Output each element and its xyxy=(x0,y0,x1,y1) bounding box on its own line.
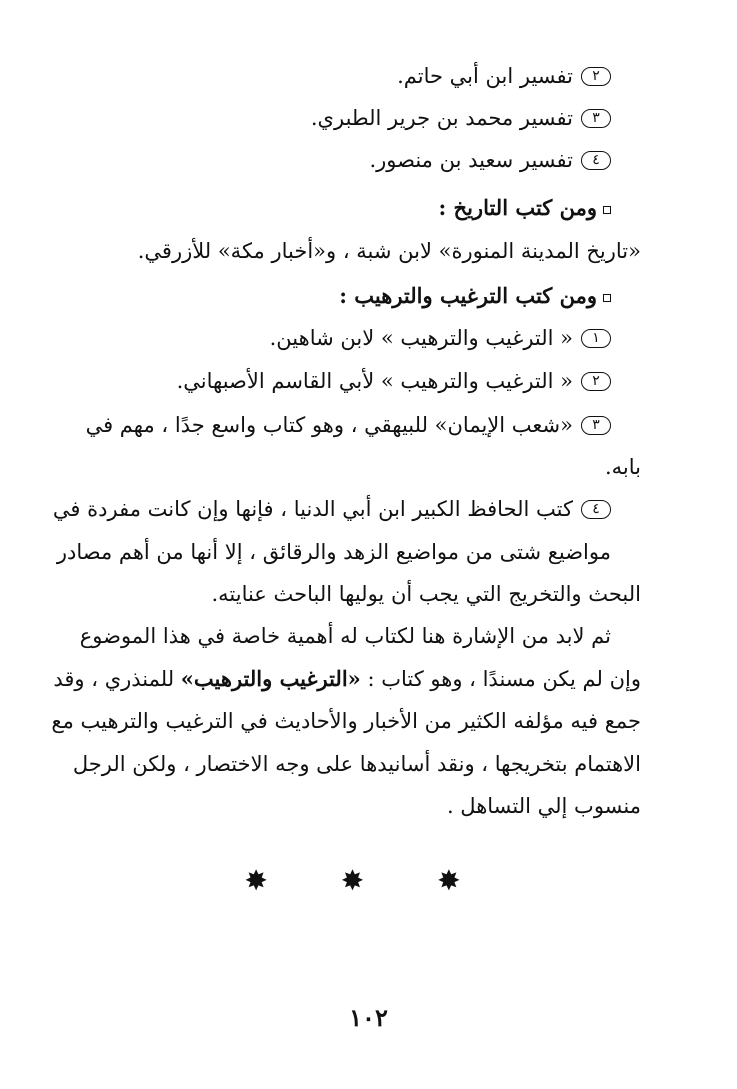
item-text: تفسير محمد بن جرير الطبري. xyxy=(310,106,573,130)
paragraph-line: الاهتمام بتخريجها ، ونقد أسانيدها على وجه الاختصار ، ولكن الرجل xyxy=(72,752,641,776)
heading-text: ومن كتب التاريخ : xyxy=(438,195,597,220)
item-number: ٣ xyxy=(581,416,611,435)
paragraph-line: مواضيع شتى من مواضيع الزهد والرقائق ، إلا أنها من أهم مصادر xyxy=(56,540,611,564)
section-heading xyxy=(438,193,611,223)
item-number: ٤ xyxy=(581,500,611,519)
list-item xyxy=(270,323,611,353)
list-item xyxy=(397,61,611,91)
section-heading xyxy=(339,281,611,311)
text-fragment: وإن لم يكن مسندًا ، وهو كتاب : xyxy=(360,667,641,691)
item-text: « الترغيب والترهيب » لأبي القاسم الأصبهاني. xyxy=(176,369,573,393)
item-number: ٢ xyxy=(581,67,611,86)
square-bullet-icon xyxy=(603,294,611,302)
square-bullet-icon xyxy=(603,206,611,214)
list-item xyxy=(311,103,611,133)
item-number: ١ xyxy=(581,329,611,348)
heading-text: ومن كتب الترغيب والترهيب : xyxy=(339,283,597,308)
item-text: «شعب الإيمان» للبيهقي ، وهو كتاب واسع جدًا ، مهم في xyxy=(85,413,573,437)
text-fragment: للمنذري ، وقد xyxy=(53,667,181,691)
page-number: ١٠٢ xyxy=(349,1003,388,1032)
paragraph-line: البحث والتخريج التي يجب أن يوليها الباحث عنايته. xyxy=(211,582,641,606)
paragraph-line: جمع فيه مؤلفه الكثير من الأخبار والأحاديث في الترغيب والترهيب مع xyxy=(51,709,641,733)
paragraph-line xyxy=(52,494,611,524)
item-text: تفسير ابن أبي حاتم. xyxy=(397,64,573,88)
paragraph-line: ثم لابد من الإشارة هنا لكتاب له أهمية خاصة في هذا الموضوع xyxy=(79,624,611,648)
paragraph-line xyxy=(53,664,641,694)
list-item xyxy=(177,366,611,396)
list-item xyxy=(369,145,611,175)
paragraph-line: منسوب إلي التساهل . xyxy=(446,794,641,818)
item-number: ٤ xyxy=(581,151,611,170)
section-separator: ✸ ✸ ✸ xyxy=(244,864,493,897)
paragraph-text: كتب الحافظ الكبير ابن أبي الدنيا ، فإنها وإن كانت مفردة في xyxy=(52,497,573,521)
list-item xyxy=(85,410,611,440)
item-number: ٣ xyxy=(581,109,611,128)
item-text: « الترغيب والترهيب » لابن شاهين. xyxy=(269,326,573,350)
item-continuation: بابه. xyxy=(604,455,641,479)
history-text: «تاريخ المدينة المنورة» لابن شبة ، و«أخبار مكة» للأزرقي. xyxy=(137,239,641,263)
item-number: ٢ xyxy=(581,372,611,391)
item-text: تفسير سعيد بن منصور. xyxy=(369,148,573,172)
book-title: «الترغيب والترهيب» xyxy=(180,666,361,691)
